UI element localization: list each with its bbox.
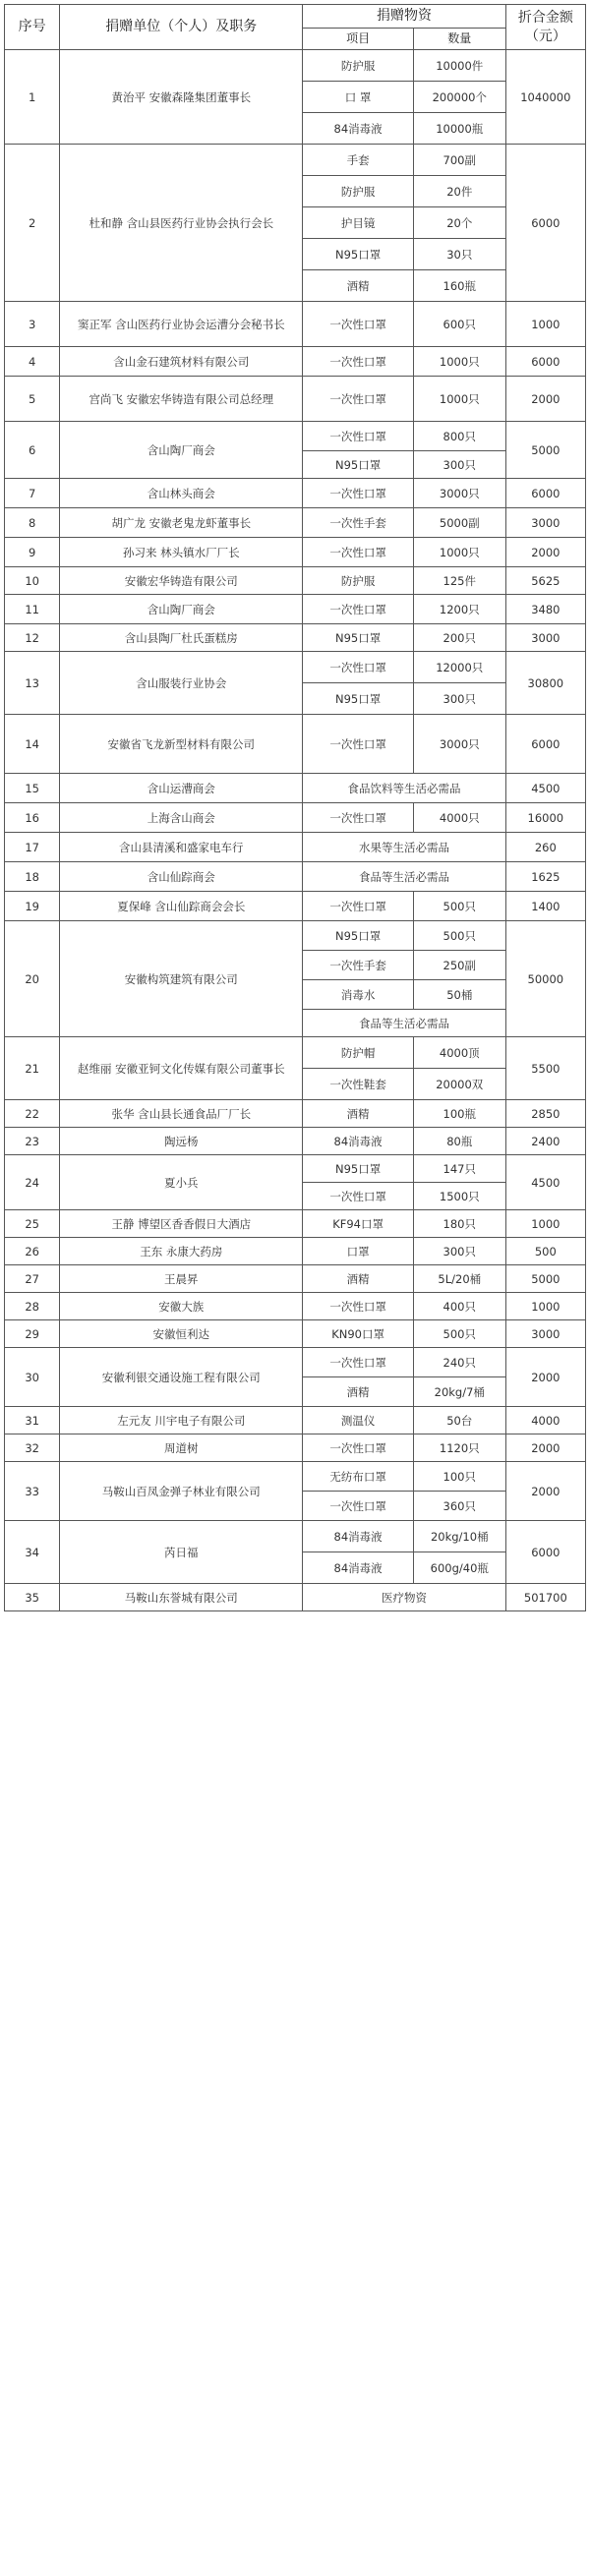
row-amount: 3000 — [505, 1320, 585, 1348]
row-item: 酒精 — [303, 1377, 414, 1407]
row-qty: 240只 — [413, 1348, 505, 1377]
row-qty: 100只 — [413, 1462, 505, 1492]
row-seq: 23 — [5, 1128, 60, 1155]
row-amount: 2000 — [505, 377, 585, 422]
row-qty: 12000只 — [413, 652, 505, 683]
row-item: 一次性鞋套 — [303, 1069, 414, 1100]
row-seq: 21 — [5, 1037, 60, 1100]
row-item: 酒精 — [303, 1100, 414, 1128]
row-seq: 4 — [5, 347, 60, 377]
header-amount: 折合金额（元） — [505, 5, 585, 50]
row-qty: 300只 — [413, 683, 505, 715]
row-seq: 26 — [5, 1238, 60, 1265]
table-row — [5, 1584, 586, 1611]
table-row — [5, 1128, 586, 1155]
row-donor: 含山县陶厂杜氏蛋糕房 — [60, 624, 303, 652]
row-qty: 1000只 — [413, 347, 505, 377]
row-donor: 含山陶厂商会 — [60, 595, 303, 624]
row-seq: 9 — [5, 538, 60, 567]
row-item: 一次性口罩 — [303, 1492, 414, 1521]
row-item: N95口罩 — [303, 683, 414, 715]
row-qty: 600g/40瓶 — [413, 1552, 505, 1584]
row-item: N95口罩 — [303, 451, 414, 479]
row-qty: 10000件 — [413, 50, 505, 82]
row-amount: 500 — [505, 1238, 585, 1265]
table-row — [5, 145, 586, 176]
row-item: N95口罩 — [303, 624, 414, 652]
row-item: 一次性手套 — [303, 951, 414, 980]
row-amount: 1040000 — [505, 50, 585, 145]
row-qty: 180只 — [413, 1210, 505, 1238]
row-qty: 1500只 — [413, 1183, 505, 1210]
table-row — [5, 595, 586, 624]
row-amount: 2000 — [505, 1348, 585, 1407]
row-item: 医疗物资 — [303, 1584, 505, 1611]
row-amount: 4500 — [505, 1155, 585, 1210]
row-item: 一次性口罩 — [303, 479, 414, 508]
row-qty: 700副 — [413, 145, 505, 176]
table-row — [5, 50, 586, 82]
row-donor: 含山运漕商会 — [60, 774, 303, 803]
row-item: N95口罩 — [303, 1155, 414, 1183]
row-item: 84消毒液 — [303, 1521, 414, 1552]
row-qty: 200000个 — [413, 82, 505, 113]
row-qty: 20个 — [413, 207, 505, 239]
row-amount: 2000 — [505, 538, 585, 567]
row-qty: 3000只 — [413, 715, 505, 774]
row-seq: 6 — [5, 422, 60, 479]
row-item: 一次性口罩 — [303, 1434, 414, 1462]
row-amount: 1000 — [505, 1293, 585, 1320]
row-donor: 夏小兵 — [60, 1155, 303, 1210]
table-row — [5, 715, 586, 774]
row-seq: 28 — [5, 1293, 60, 1320]
table-row — [5, 1521, 586, 1552]
table-row — [5, 1434, 586, 1462]
row-amount: 4000 — [505, 1407, 585, 1434]
row-item: 一次性口罩 — [303, 595, 414, 624]
row-donor: 安徽恒利达 — [60, 1320, 303, 1348]
row-seq: 17 — [5, 833, 60, 862]
row-seq: 7 — [5, 479, 60, 508]
row-item: 一次性口罩 — [303, 377, 414, 422]
row-amount: 2000 — [505, 1434, 585, 1462]
row-qty: 4000顶 — [413, 1037, 505, 1069]
row-qty: 20件 — [413, 176, 505, 207]
row-seq: 3 — [5, 302, 60, 347]
row-item: 一次性手套 — [303, 508, 414, 538]
row-donor: 黄治平 安徽森隆集团董事长 — [60, 50, 303, 145]
row-seq: 18 — [5, 862, 60, 892]
row-qty: 125件 — [413, 567, 505, 595]
row-qty: 500只 — [413, 921, 505, 951]
row-donor: 王静 博望区香香假日大酒店 — [60, 1210, 303, 1238]
row-qty: 1200只 — [413, 595, 505, 624]
row-seq: 27 — [5, 1265, 60, 1293]
row-amount: 501700 — [505, 1584, 585, 1611]
table-row — [5, 508, 586, 538]
row-donor: 含山陶厂商会 — [60, 422, 303, 479]
row-donor: 赵维丽 安徽亚钶文化传媒有限公司董事长 — [60, 1037, 303, 1100]
row-qty: 3000只 — [413, 479, 505, 508]
row-amount: 5625 — [505, 567, 585, 595]
row-donor: 宫尚飞 安徽宏华铸造有限公司总经理 — [60, 377, 303, 422]
table-row — [5, 774, 586, 803]
row-seq: 20 — [5, 921, 60, 1037]
table-row — [5, 1293, 586, 1320]
row-amount: 2000 — [505, 1462, 585, 1521]
row-seq: 11 — [5, 595, 60, 624]
row-donor: 孙习来 林头镇水厂厂长 — [60, 538, 303, 567]
row-qty: 50台 — [413, 1407, 505, 1434]
row-amount: 260 — [505, 833, 585, 862]
row-qty: 147只 — [413, 1155, 505, 1183]
row-donor: 夏保峰 含山仙踪商会会长 — [60, 892, 303, 921]
row-seq: 10 — [5, 567, 60, 595]
row-item: 防护服 — [303, 176, 414, 207]
row-donor: 王晨昇 — [60, 1265, 303, 1293]
row-qty: 300只 — [413, 1238, 505, 1265]
row-amount: 5000 — [505, 1265, 585, 1293]
row-amount: 1000 — [505, 302, 585, 347]
row-seq: 16 — [5, 803, 60, 833]
row-item: 一次性口罩 — [303, 1348, 414, 1377]
table-row — [5, 892, 586, 921]
row-donor: 含山林头商会 — [60, 479, 303, 508]
table-row — [5, 624, 586, 652]
row-amount: 6000 — [505, 145, 585, 302]
row-donor: 含山服装行业协会 — [60, 652, 303, 715]
row-amount: 5000 — [505, 422, 585, 479]
row-item: 食品等生活必需品 — [303, 1010, 505, 1037]
row-item: KF94口罩 — [303, 1210, 414, 1238]
row-amount: 2850 — [505, 1100, 585, 1128]
row-qty: 30只 — [413, 239, 505, 270]
row-item: 一次性口罩 — [303, 1183, 414, 1210]
row-amount: 6000 — [505, 1521, 585, 1584]
table-row — [5, 1462, 586, 1492]
row-donor: 含山县清溪和盛家电车行 — [60, 833, 303, 862]
row-seq: 31 — [5, 1407, 60, 1434]
row-item: 酒精 — [303, 1265, 414, 1293]
header-row — [5, 5, 586, 29]
row-seq: 13 — [5, 652, 60, 715]
row-donor: 芮日福 — [60, 1521, 303, 1584]
table-row — [5, 538, 586, 567]
header-goods: 捐赠物资 — [303, 5, 505, 29]
row-item: 手套 — [303, 145, 414, 176]
row-seq: 25 — [5, 1210, 60, 1238]
row-amount: 50000 — [505, 921, 585, 1037]
header-seq: 序号 — [5, 5, 60, 50]
row-item: 一次性口罩 — [303, 302, 414, 347]
row-item: 84消毒液 — [303, 113, 414, 145]
row-qty: 20kg/10桶 — [413, 1521, 505, 1552]
row-seq: 29 — [5, 1320, 60, 1348]
row-donor: 左元友 川宇电子有限公司 — [60, 1407, 303, 1434]
row-qty: 300只 — [413, 451, 505, 479]
row-qty: 20kg/7桶 — [413, 1377, 505, 1407]
row-item: N95口罩 — [303, 239, 414, 270]
row-seq: 5 — [5, 377, 60, 422]
row-seq: 14 — [5, 715, 60, 774]
row-item: 一次性口罩 — [303, 1293, 414, 1320]
row-seq: 19 — [5, 892, 60, 921]
row-qty: 1000只 — [413, 538, 505, 567]
row-item: 一次性口罩 — [303, 422, 414, 451]
row-item: 一次性口罩 — [303, 347, 414, 377]
table-row — [5, 921, 586, 951]
row-donor: 胡广龙 安徽老鬼龙虾董事长 — [60, 508, 303, 538]
row-donor: 王东 永康大药房 — [60, 1238, 303, 1265]
row-seq: 22 — [5, 1100, 60, 1128]
row-item: 一次性口罩 — [303, 715, 414, 774]
row-qty: 20000双 — [413, 1069, 505, 1100]
row-seq: 1 — [5, 50, 60, 145]
row-qty: 250副 — [413, 951, 505, 980]
row-item: 84消毒液 — [303, 1552, 414, 1584]
row-donor: 安徽省飞龙新型材料有限公司 — [60, 715, 303, 774]
row-amount: 6000 — [505, 715, 585, 774]
row-amount: 5500 — [505, 1037, 585, 1100]
row-item: KN90口罩 — [303, 1320, 414, 1348]
row-qty: 5L/20桶 — [413, 1265, 505, 1293]
row-qty: 10000瓶 — [413, 113, 505, 145]
row-qty: 100瓶 — [413, 1100, 505, 1128]
row-donor: 杜和静 含山县医药行业协会执行会长 — [60, 145, 303, 302]
row-donor: 陶远杨 — [60, 1128, 303, 1155]
row-item: 消毒水 — [303, 980, 414, 1010]
row-seq: 30 — [5, 1348, 60, 1407]
row-item: 口 罩 — [303, 82, 414, 113]
row-qty: 360只 — [413, 1492, 505, 1521]
table-row — [5, 862, 586, 892]
row-seq: 33 — [5, 1462, 60, 1521]
table-row — [5, 652, 586, 683]
row-qty: 1000只 — [413, 377, 505, 422]
row-donor: 马鞍山百凤金弹子林业有限公司 — [60, 1462, 303, 1521]
row-donor: 安徽宏华铸造有限公司 — [60, 567, 303, 595]
row-qty: 50桶 — [413, 980, 505, 1010]
row-seq: 35 — [5, 1584, 60, 1611]
table-row — [5, 1407, 586, 1434]
donation-table — [4, 4, 586, 1611]
row-seq: 32 — [5, 1434, 60, 1462]
row-donor: 张华 含山县长通食品厂厂长 — [60, 1100, 303, 1128]
row-amount: 6000 — [505, 479, 585, 508]
row-amount: 30800 — [505, 652, 585, 715]
table-row — [5, 1100, 586, 1128]
row-donor: 马鞍山东誉城有限公司 — [60, 1584, 303, 1611]
table-row — [5, 1265, 586, 1293]
row-item: 防护帽 — [303, 1037, 414, 1069]
row-amount: 3480 — [505, 595, 585, 624]
table-row — [5, 567, 586, 595]
row-qty: 5000副 — [413, 508, 505, 538]
row-amount: 6000 — [505, 347, 585, 377]
row-donor: 安徽构筑建筑有限公司 — [60, 921, 303, 1037]
row-qty: 500只 — [413, 1320, 505, 1348]
row-item: 测温仪 — [303, 1407, 414, 1434]
row-qty: 4000只 — [413, 803, 505, 833]
row-qty: 400只 — [413, 1293, 505, 1320]
row-amount: 3000 — [505, 624, 585, 652]
table-row — [5, 422, 586, 451]
row-seq: 15 — [5, 774, 60, 803]
table-row — [5, 302, 586, 347]
row-qty: 500只 — [413, 892, 505, 921]
row-donor: 含山金石建筑材料有限公司 — [60, 347, 303, 377]
row-qty: 600只 — [413, 302, 505, 347]
row-amount: 16000 — [505, 803, 585, 833]
row-item: 一次性口罩 — [303, 652, 414, 683]
row-seq: 8 — [5, 508, 60, 538]
row-qty: 160瓶 — [413, 270, 505, 302]
row-donor: 含山仙踪商会 — [60, 862, 303, 892]
row-qty: 800只 — [413, 422, 505, 451]
header-qty: 数量 — [413, 29, 505, 50]
row-amount: 1000 — [505, 1210, 585, 1238]
row-item: 一次性口罩 — [303, 538, 414, 567]
table-row — [5, 1155, 586, 1183]
table-row — [5, 479, 586, 508]
row-item: N95口罩 — [303, 921, 414, 951]
row-item: 口罩 — [303, 1238, 414, 1265]
header-item: 项目 — [303, 29, 414, 50]
row-item: 护目镜 — [303, 207, 414, 239]
header-donor: 捐赠单位（个人）及职务 — [60, 5, 303, 50]
table-row — [5, 347, 586, 377]
table-row — [5, 833, 586, 862]
table-row — [5, 1210, 586, 1238]
row-item: 防护服 — [303, 50, 414, 82]
row-donor: 窦正军 含山医药行业协会运漕分会秘书长 — [60, 302, 303, 347]
table-body — [5, 50, 586, 1611]
table-row — [5, 803, 586, 833]
row-item: 食品饮料等生活必需品 — [303, 774, 505, 803]
row-item: 防护服 — [303, 567, 414, 595]
row-amount: 4500 — [505, 774, 585, 803]
row-item: 酒精 — [303, 270, 414, 302]
row-amount: 3000 — [505, 508, 585, 538]
row-seq: 24 — [5, 1155, 60, 1210]
row-qty: 200只 — [413, 624, 505, 652]
row-seq: 12 — [5, 624, 60, 652]
row-seq: 34 — [5, 1521, 60, 1584]
row-donor: 安徽利银交通设施工程有限公司 — [60, 1348, 303, 1407]
row-item: 食品等生活必需品 — [303, 862, 505, 892]
row-donor: 周道树 — [60, 1434, 303, 1462]
row-donor: 安徽大族 — [60, 1293, 303, 1320]
table-row — [5, 1348, 586, 1377]
row-amount: 2400 — [505, 1128, 585, 1155]
table-row — [5, 377, 586, 422]
row-item: 一次性口罩 — [303, 892, 414, 921]
row-qty: 80瓶 — [413, 1128, 505, 1155]
row-seq: 2 — [5, 145, 60, 302]
row-qty: 1120只 — [413, 1434, 505, 1462]
table-row — [5, 1238, 586, 1265]
row-amount: 1625 — [505, 862, 585, 892]
row-item: 水果等生活必需品 — [303, 833, 505, 862]
table-row — [5, 1037, 586, 1069]
row-item: 84消毒液 — [303, 1128, 414, 1155]
row-amount: 1400 — [505, 892, 585, 921]
table-row — [5, 1320, 586, 1348]
row-item: 一次性口罩 — [303, 803, 414, 833]
row-item: 无纺布口罩 — [303, 1462, 414, 1492]
row-donor: 上海含山商会 — [60, 803, 303, 833]
